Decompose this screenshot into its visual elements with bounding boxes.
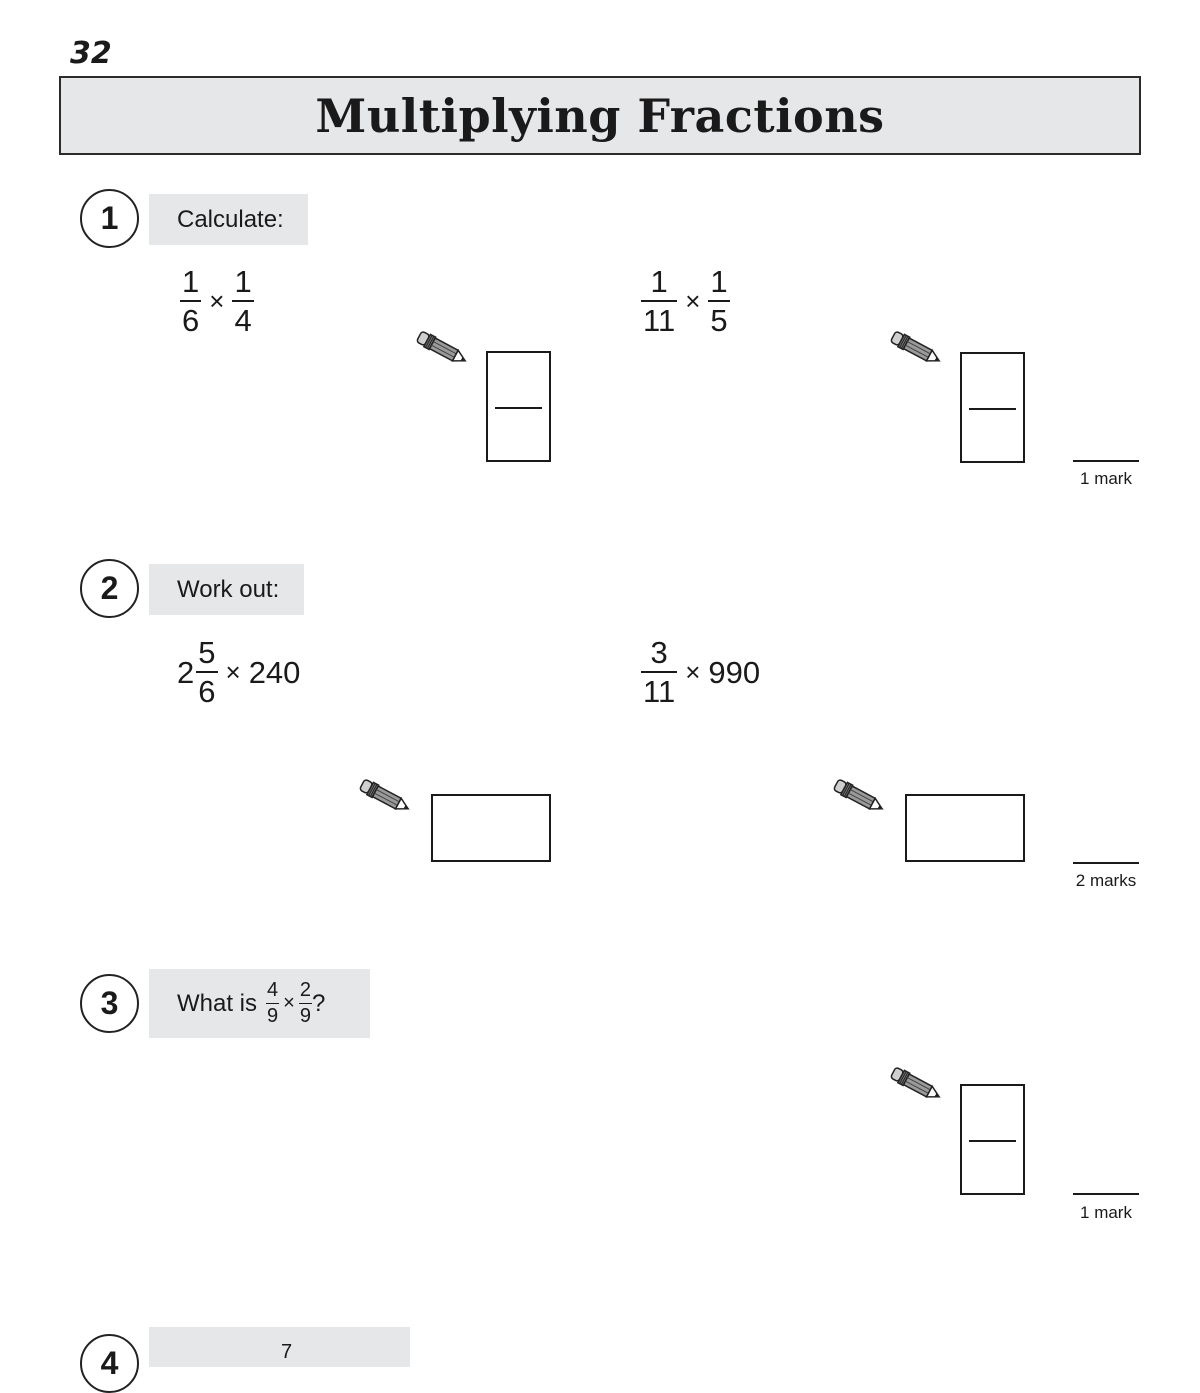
multiply-sign: × (685, 657, 701, 687)
fraction: $\frac{1}{5}$ (710, 264, 728, 338)
answer-box-2a[interactable] (431, 794, 551, 862)
fraction-line (969, 408, 1016, 410)
multiplier-value: 990 (708, 654, 761, 690)
multiply-sign: × (225, 657, 241, 687)
partial-numerator: 7 (281, 1341, 293, 1363)
title-banner (59, 76, 1141, 155)
fraction: $\frac{3}{11}$ (643, 635, 676, 709)
question-1-prompt: Calculate: (149, 194, 308, 245)
answer-box-2b[interactable] (905, 794, 1025, 862)
fraction: $\frac{1}{4}$ (234, 264, 252, 338)
question-1-number: 1 (80, 189, 139, 248)
question-1-marks: 1 mark (1080, 469, 1132, 488)
fraction-line (495, 407, 542, 409)
page-number: 32 (70, 36, 112, 71)
fraction: $\frac{4}{9}$ (267, 979, 279, 1027)
answer-box-3[interactable] (960, 1084, 1025, 1195)
fraction-line (969, 1140, 1016, 1142)
fraction: $\frac{5}{6}$ (198, 635, 216, 709)
answer-box-1a[interactable] (486, 351, 551, 462)
fraction: $\frac{1}{11}$ (643, 264, 676, 338)
pencil-icon (829, 779, 891, 815)
fraction: $\frac{2}{9}$ (299, 979, 311, 1027)
question-3-number: 3 (80, 974, 139, 1033)
prompt-text: What is (177, 989, 258, 1017)
whole-number: 2 (177, 654, 195, 690)
question-mark: ? (311, 989, 326, 1017)
pencil-icon (886, 331, 948, 367)
pencil-icon (886, 1067, 948, 1103)
question-4-number: 4 (80, 1334, 139, 1393)
page-title: Multiplying Fractions (315, 88, 885, 143)
question-2b-expression (641, 637, 760, 707)
question-4-prompt (149, 1327, 410, 1367)
mark-line (1073, 460, 1139, 462)
question-2-prompt: Work out: (149, 564, 304, 615)
multiplier-value: 240 (248, 654, 301, 690)
mark-line (1073, 1193, 1139, 1195)
question-1b-expression (641, 266, 730, 336)
multiply-sign: × (283, 992, 295, 1014)
fraction: $\frac{1}{6}$ (182, 264, 200, 338)
question-1a-expression (180, 266, 254, 336)
answer-box-1b[interactable] (960, 352, 1025, 463)
question-2a-expression (177, 637, 300, 707)
question-2-marks: 2 marks (1075, 871, 1137, 890)
pencil-icon (412, 331, 474, 367)
multiply-sign: × (209, 286, 225, 316)
question-3-prompt (149, 969, 370, 1038)
multiply-sign: × (685, 286, 701, 316)
mark-line (1073, 862, 1139, 864)
pencil-icon (355, 779, 417, 815)
question-3-marks: 1 mark (1080, 1203, 1132, 1222)
question-2-number: 2 (80, 559, 139, 618)
